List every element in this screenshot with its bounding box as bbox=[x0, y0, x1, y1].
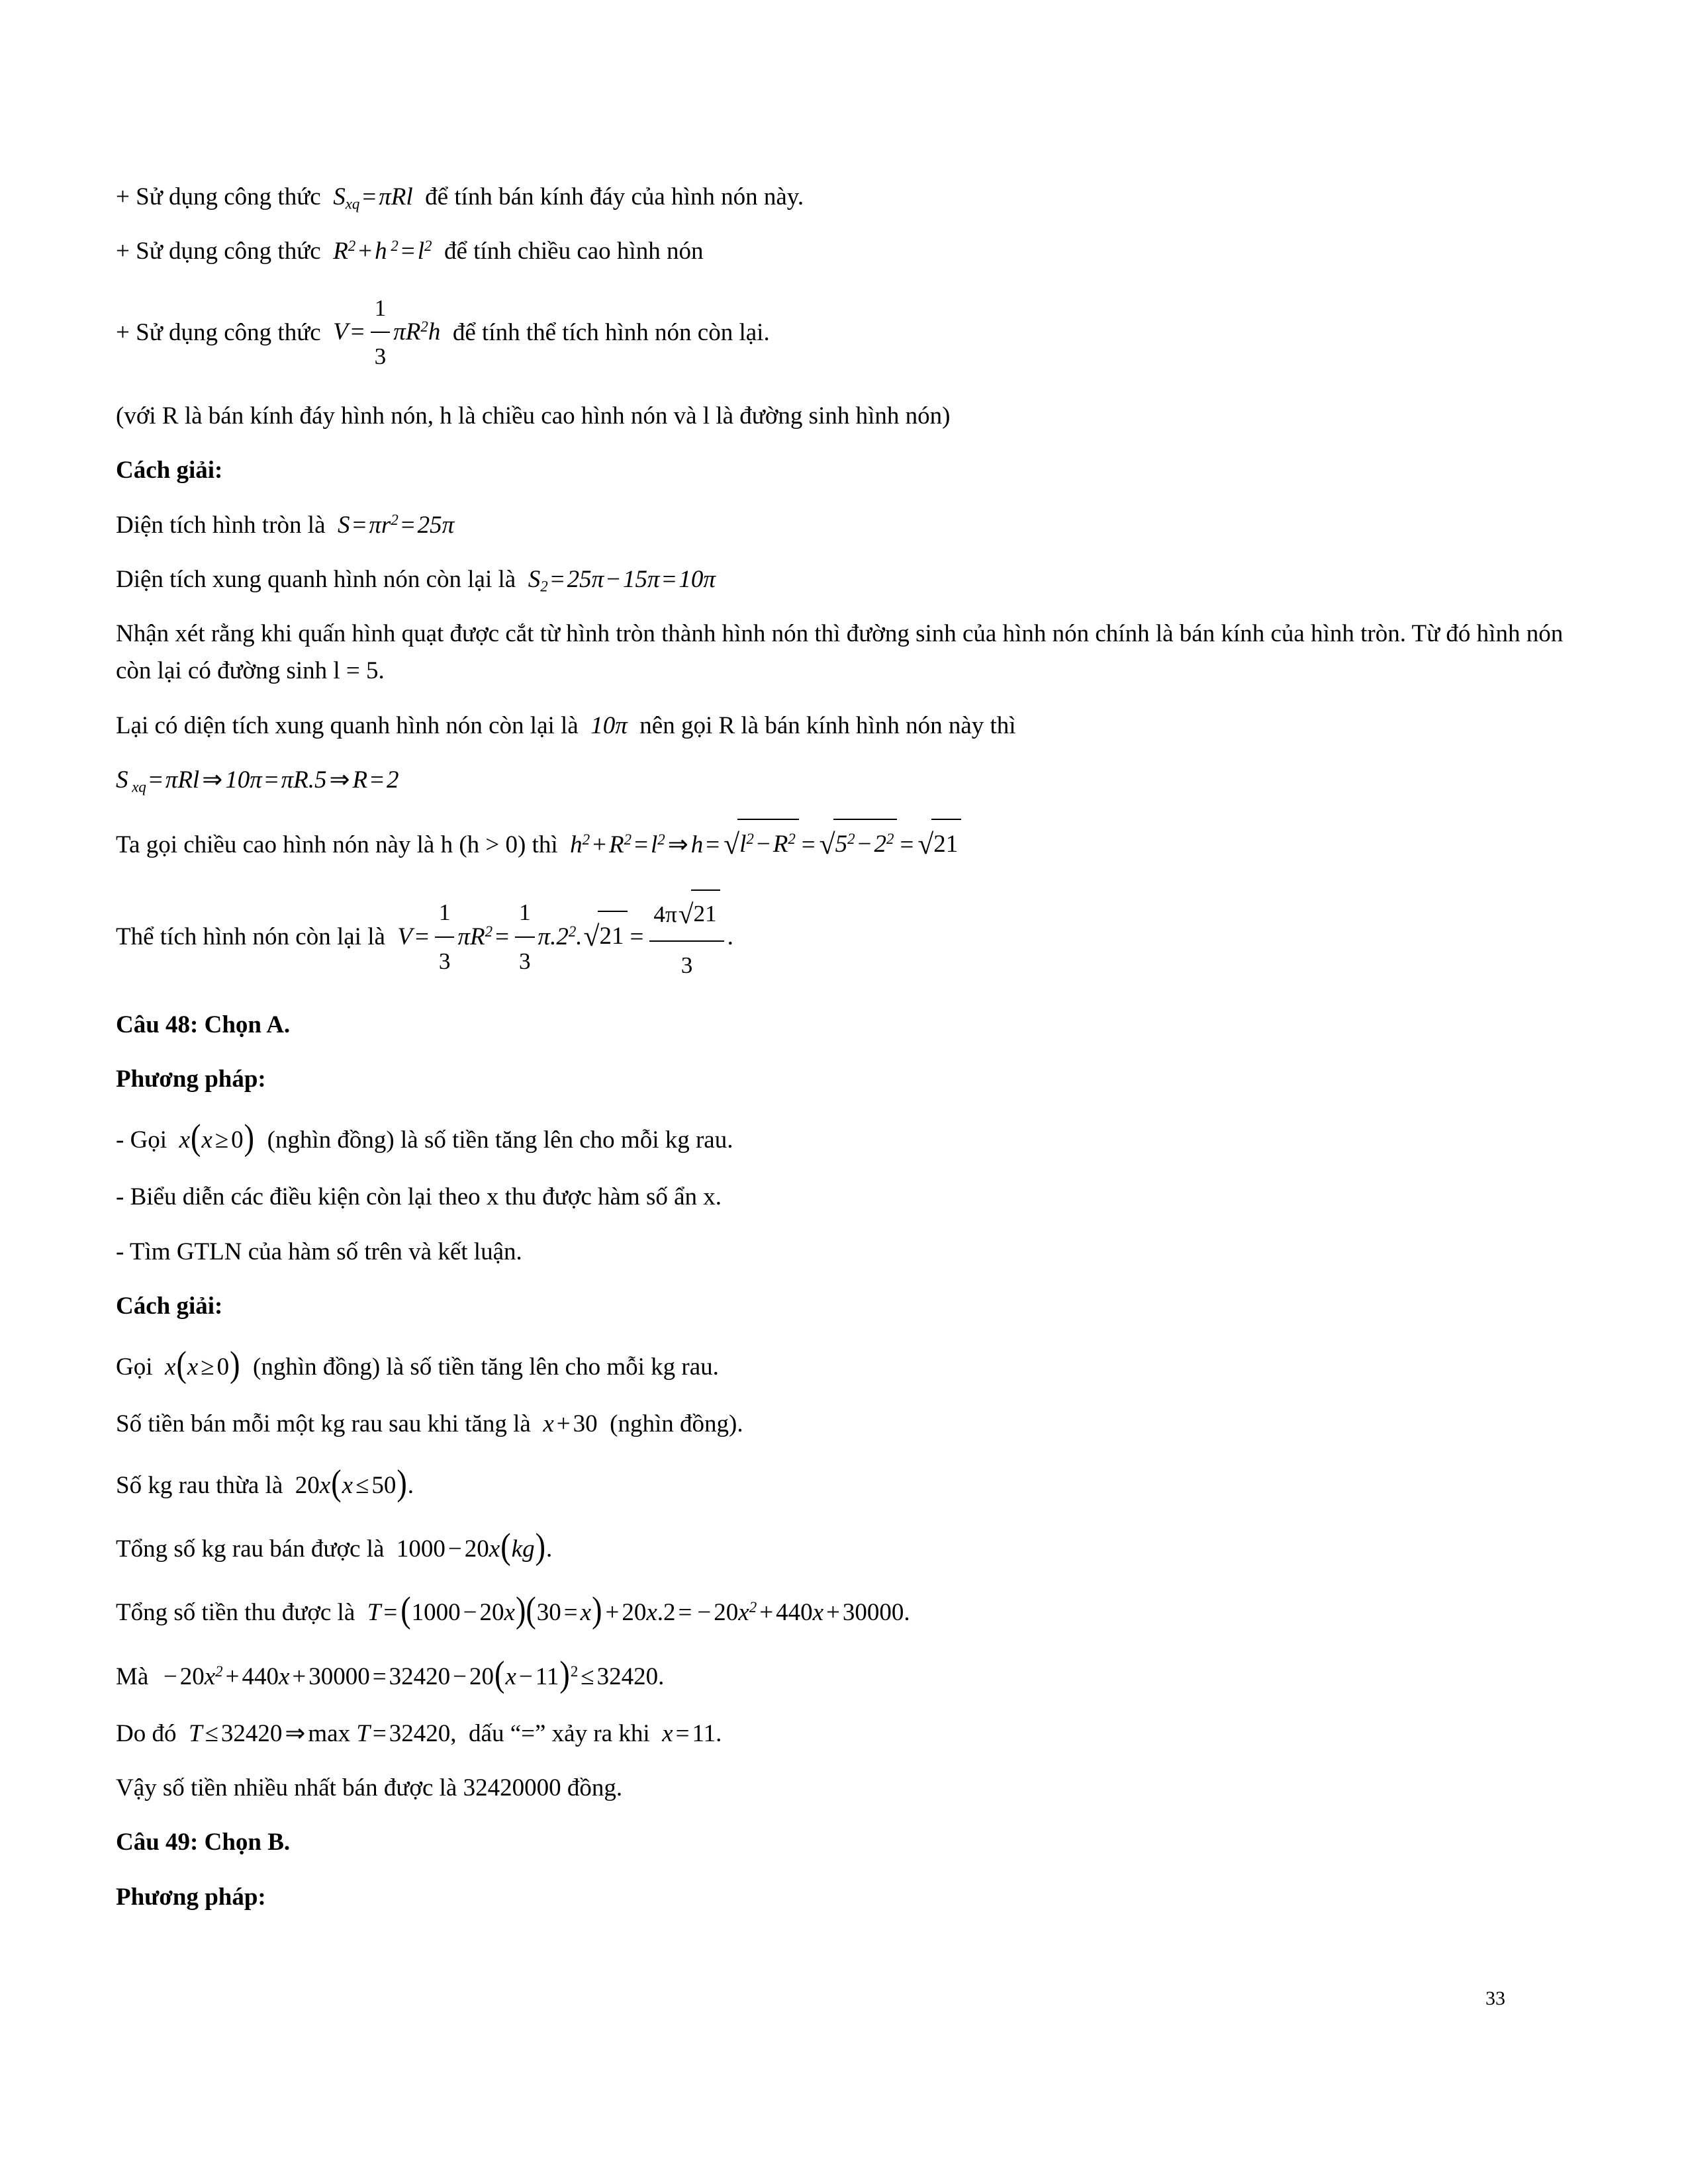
math-inequality: − $20x^2 + 440x + 30000 = 32420 - 20(x - 11)^2 \le 32420$ bbox=[163, 1654, 659, 1694]
heading-phuong-phap-1: Phương pháp: bbox=[116, 1065, 266, 1093]
paragraph-radius-setup bbox=[116, 707, 1566, 745]
math-final-volume: V = $\frac{1}{3}$ $\pi R^2$ = $\frac{1}{3}$ $\pi.2^2.√21$ = $\frac{4\pi√21}{3}$ bbox=[391, 923, 727, 950]
text-fragment: Diện tích xung quanh hình nón còn lại là bbox=[116, 565, 516, 593]
text-fragment: - Gọi bbox=[116, 1126, 167, 1154]
text-fragment: Mà bbox=[116, 1662, 149, 1690]
paragraph-method-step-2: - Biểu diễn các điều kiện còn lại theo x thu được hàm số ẩn x. bbox=[116, 1183, 722, 1211]
math-ten-pi: 10π bbox=[584, 711, 634, 739]
text-fragment: (nghìn đồng) là số tiền tăng lên cho mỗi kg rau. bbox=[253, 1353, 719, 1381]
paragraph-formula-volume bbox=[116, 288, 1566, 381]
page-content bbox=[116, 179, 1566, 1933]
math-max-t: T ≤ 32420 ⇒ max T = 32420, bbox=[182, 1719, 457, 1747]
heading-cau-49: Câu 49: Chọn B. bbox=[116, 1829, 291, 1856]
text-fragment: Diện tích hình tròn là bbox=[116, 511, 326, 539]
math-sxq-pi-r-l: $S_{xq} = \pi Rl$ bbox=[326, 183, 413, 212]
math-volume-cone: V = $\frac{1}{3}$ $\pi R^2h$ bbox=[327, 318, 447, 345]
text-fragment: nên gọi R là bán kính hình nón này thì bbox=[639, 711, 1016, 739]
text-fragment: Ta gọi chiều cao hình nón này là h (h > 0) thì bbox=[116, 831, 558, 859]
text-fragment: để tính chiều cao hình nón bbox=[444, 238, 704, 265]
text-fragment: Tổng số kg rau bán được là bbox=[116, 1535, 385, 1563]
paragraph-surplus-kg: Số kg rau thừa là 20x(x ≤ 50). bbox=[116, 1463, 414, 1504]
paragraph-price-per-kg bbox=[116, 1406, 1566, 1443]
paragraph-method-step-3: - Tìm GTLN của hàm số trên và kết luận. bbox=[116, 1238, 522, 1265]
paragraph-formula-lateral-area bbox=[116, 179, 1566, 216]
math-x-ge-0-b: x(x ≥ 0) bbox=[158, 1345, 240, 1385]
text-fragment: Số kg rau thừa là bbox=[116, 1471, 283, 1499]
paragraph-circle-area bbox=[116, 507, 1566, 544]
text-fragment: + Sử dụng công thức bbox=[116, 238, 321, 265]
paragraph-remark-slant-height: Nhận xét rằng khi quấn hình quạt được cắt từ hình tròn thành hình nón thì đường sinh của hình nón chính là bán kính của hình tròn. Từ đó hình nón còn lại có đường sinh l = 5. bbox=[116, 620, 1564, 685]
text-fragment: Số tiền bán mỗi một kg rau sau khi tăng là bbox=[116, 1410, 531, 1438]
math-total-revenue: T = (1000 − 20x)(30 = x) + 20x.2 = − $20x^2 + 440x + 30000$ bbox=[361, 1590, 904, 1631]
paragraph-final-answer: Vậy số tiền nhiều nhất bán được là 32420000 đồng. bbox=[116, 1774, 623, 1802]
math-solve-height: $h^2 + R^2 = l^2$ ⇒ $h = √l^2 - R^2 = √5^2 - 2^2 = √21$ bbox=[564, 831, 961, 858]
text-fragment: để tính thể tích hình nón còn lại. bbox=[452, 318, 770, 346]
paragraph-method-step-1 bbox=[116, 1115, 1566, 1161]
math-1000-minus-20x: 1000 − 20x(kg) bbox=[396, 1527, 545, 1567]
paragraph-total-kg-sold: Tổng số kg rau bán được là 1000 − 20x(kg). bbox=[116, 1527, 553, 1567]
heading-cach-giai-1: Cách giải: bbox=[116, 457, 223, 484]
math-solve-radius: S $_{xq}$ = πRl ⇒ 10π = πR.5 ⇒ R = 2 bbox=[116, 766, 399, 796]
text-fragment: dấu “=” xảy ra khi bbox=[469, 1719, 650, 1747]
text-fragment: + Sử dụng công thức bbox=[116, 183, 321, 210]
paragraph-lateral-area-remaining bbox=[116, 561, 1566, 598]
math-x-ge-0-a: x(x ≥ 0) bbox=[173, 1118, 255, 1158]
paragraph-solve-radius bbox=[116, 762, 1566, 799]
heading-cau-48: Câu 48: Chọn A. bbox=[116, 1011, 291, 1038]
math-20x-le-50: 20x(x ≤ 50) bbox=[295, 1463, 407, 1504]
paragraph-conclusion-max: Do đó T ≤ 32420 ⇒ max T = 32420, dấu “=” xảy ra khi x = 11. bbox=[116, 1719, 722, 1747]
math-x-equals-11: x = 11 bbox=[655, 1719, 716, 1747]
text-fragment: Tổng số tiền thu được là bbox=[116, 1599, 355, 1627]
paragraph-notation-note: (với R là bán kính đáy hình nón, h là chiều cao hình nón và l là đường sinh hình nón) bbox=[116, 402, 951, 430]
math-r2-h2-l2: $R^2 + h$ $^2 = l^2$ bbox=[326, 238, 432, 265]
text-fragment: Do đó bbox=[116, 1719, 177, 1747]
paragraph-formula-pythagore bbox=[116, 233, 1566, 270]
paragraph-solve-height bbox=[116, 816, 1566, 871]
text-fragment: Thể tích hình nón còn lại là bbox=[116, 923, 385, 950]
text-fragment: Lại có diện tích xung quanh hình nón còn lại là bbox=[116, 711, 579, 739]
text-fragment: (nghìn đồng) là số tiền tăng lên cho mỗi kg rau. bbox=[267, 1126, 733, 1154]
page-number: 33 bbox=[1485, 1987, 1505, 2009]
paragraph-final-volume: Thể tích hình nón còn lại là V = $\frac{1}{3}$ $\pi R^2$ = $\frac{1}{3}$ $\pi.2^2.√21$ = $\frac{4\pi√21}{3}$ . bbox=[116, 888, 1566, 989]
math-x-plus-30: x + 30 bbox=[537, 1410, 598, 1438]
math-s2-value: $S_2 = 25\pi - 15\pi = 10\pi$ bbox=[522, 565, 716, 595]
heading-phuong-phap-2: Phương pháp: bbox=[116, 1883, 266, 1911]
paragraph-define-x bbox=[116, 1342, 1566, 1388]
text-fragment: + Sử dụng công thức bbox=[116, 318, 321, 346]
text-fragment: (nghìn đồng). bbox=[610, 1410, 743, 1438]
text-fragment: Gọi bbox=[116, 1353, 153, 1381]
text-fragment: để tính bán kính đáy của hình nón này. bbox=[425, 183, 804, 210]
heading-cach-giai-2: Cách giải: bbox=[116, 1292, 223, 1320]
paragraph-inequality: Mà − $20x^2 + 440x + 30000 = 32420 - 20(x - 11)^2 \le 32420$. bbox=[116, 1654, 665, 1694]
math-circle-area: $S = \pi r^2 = 25\pi$ bbox=[331, 511, 455, 539]
paragraph-total-revenue: Tổng số tiền thu được là T = (1000 − 20x)(30 = x) + 20x.2 = − $20x^2 + 440x + 30000$. bbox=[116, 1590, 910, 1631]
